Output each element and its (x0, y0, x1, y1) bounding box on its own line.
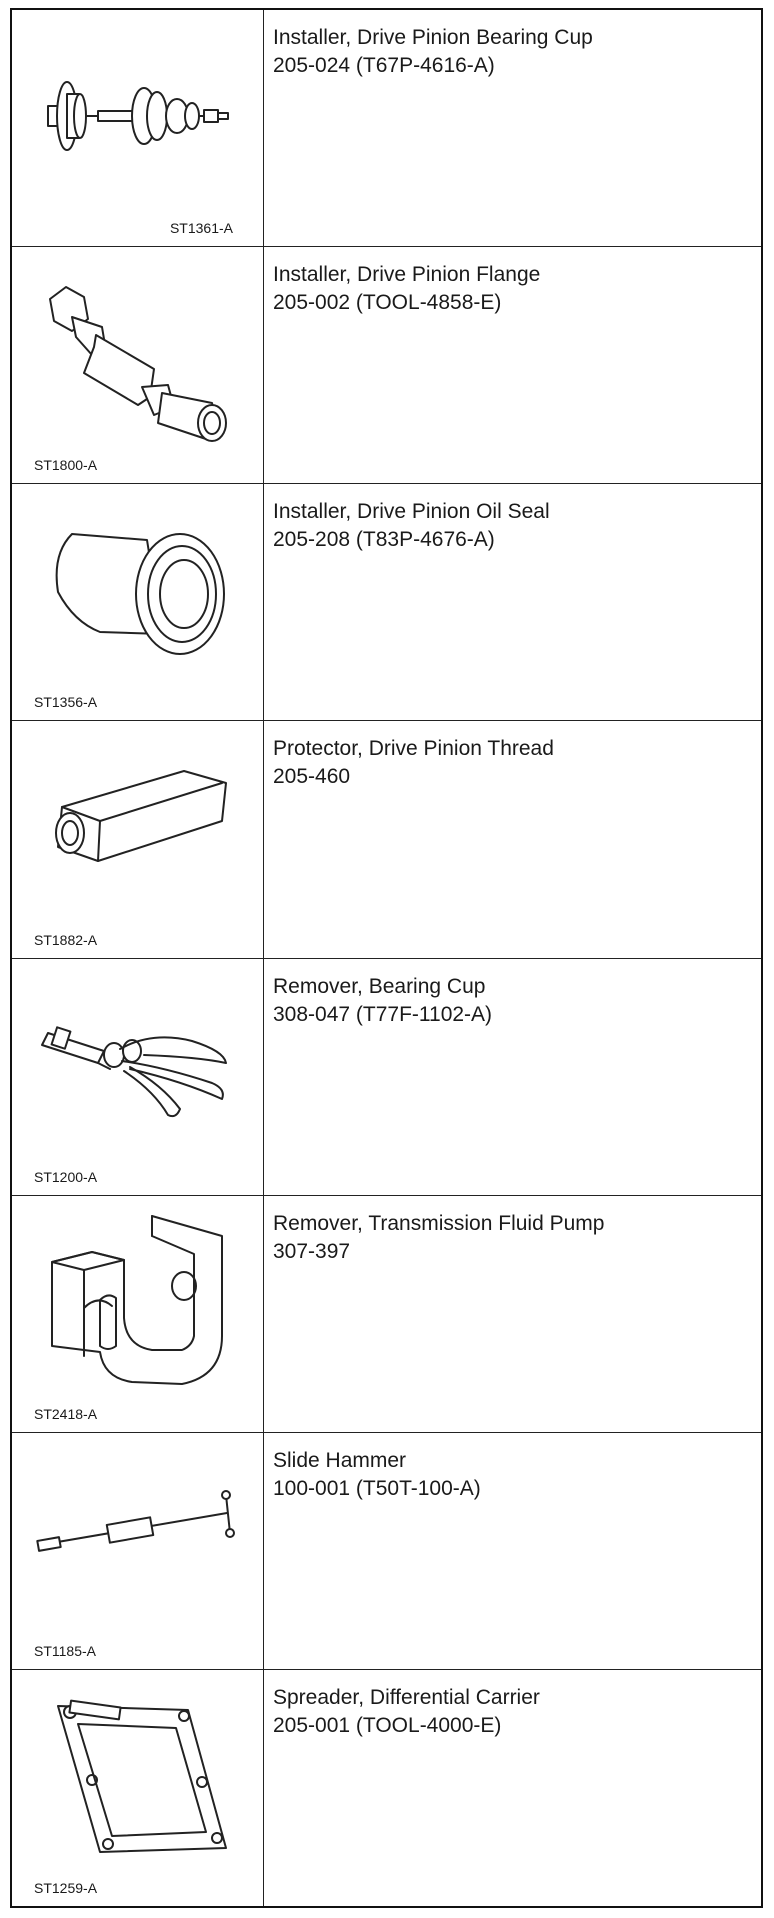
tool-figure-code: ST1361-A (169, 220, 233, 237)
table-row (12, 247, 761, 484)
tool-illustration-cell (12, 1433, 264, 1669)
tool-name: Installer, Drive Pinion Oil Seal (273, 500, 550, 524)
thread-protector-icon (12, 721, 263, 921)
tool-number: 205-024 (T67P-4616-A) (273, 54, 495, 77)
table-row (12, 1196, 761, 1433)
tool-description (264, 1670, 761, 1906)
tool-figure-code: ST1356-A (34, 694, 98, 711)
tool-figure-code: ST1882-A (34, 931, 98, 948)
carrier-spreader-icon (12, 1670, 263, 1870)
tool-illustration-cell (12, 484, 264, 720)
tool-number: 205-002 (TOOL-4858-E) (273, 291, 502, 315)
tool-illustration-cell (12, 247, 264, 483)
tool-description (264, 247, 761, 483)
tool-illustration-cell (12, 1196, 264, 1432)
table-row (12, 721, 761, 958)
tool-description (264, 1196, 761, 1432)
tool-name: Remover, Transmission Fluid Pump (273, 1211, 605, 1235)
tool-figure-code: ST1800-A (34, 457, 98, 474)
tool-name: Remover, Bearing Cup (273, 974, 486, 998)
tool-number: 205-460 (273, 765, 351, 789)
tool-description (264, 484, 761, 720)
tool-description (264, 721, 761, 957)
table-row (12, 1670, 761, 1906)
tool-name: Slide Hammer (273, 1448, 407, 1472)
tool-illustration-cell (12, 959, 264, 1195)
tool-figure-code: ST2418-A (34, 1405, 98, 1422)
tool-figure-code: ST1200-A (34, 1168, 98, 1185)
tool-number: 308-047 (T77F-1102-A) (273, 1002, 493, 1026)
table-row (12, 959, 761, 1196)
tool-name: Installer, Drive Pinion Bearing Cup (273, 26, 593, 49)
table-row (12, 484, 761, 721)
tool-name: Spreader, Differential Carrier (273, 1685, 540, 1709)
tool-description (264, 959, 761, 1195)
tool-number: 307-397 (273, 1239, 351, 1263)
tool-illustration-cell (12, 721, 264, 957)
bearing-cup-remover-icon (12, 959, 263, 1159)
tool-name: Protector, Drive Pinion Thread (273, 737, 554, 761)
oil-seal-installer-icon (12, 484, 263, 684)
slide-hammer-icon (12, 1433, 263, 1633)
tool-description (264, 1433, 761, 1669)
tool-illustration-cell (12, 1670, 264, 1906)
table-row (12, 1433, 761, 1670)
tool-number: 100-001 (T50T-100-A) (273, 1476, 481, 1500)
fluid-pump-remover-icon (12, 1196, 263, 1396)
tool-figure-code: ST1259-A (34, 1880, 98, 1896)
tool-number: 205-208 (T83P-4676-A) (273, 528, 495, 552)
tool-figure-code: ST1185-A (34, 1642, 96, 1659)
tool-description (264, 10, 761, 246)
table-row (12, 10, 761, 247)
pinion-flange-installer-icon (12, 247, 263, 447)
special-tools-table (10, 8, 763, 1908)
tool-illustration-cell (12, 10, 264, 246)
tool-number: 205-001 (TOOL-4000-E) (273, 1713, 502, 1737)
bearing-cup-installer-icon (12, 10, 263, 210)
tool-name: Installer, Drive Pinion Flange (273, 263, 541, 287)
